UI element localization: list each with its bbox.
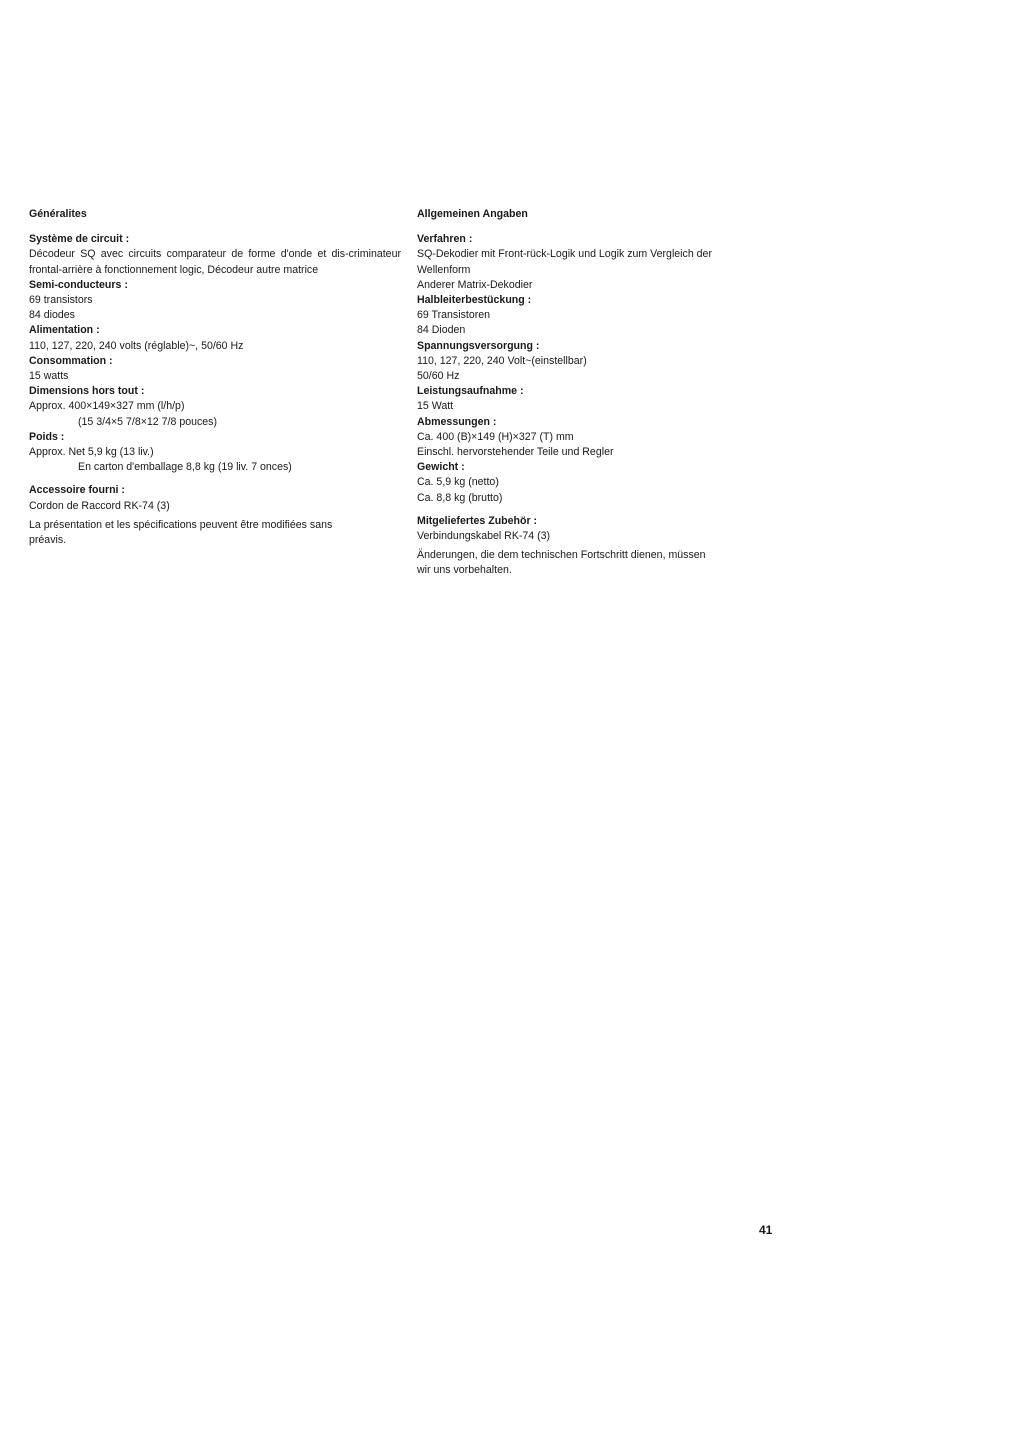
de-power-heading: Spannungsversorgung : <box>417 339 540 352</box>
fr-consumption-text: 15 watts <box>29 370 69 383</box>
de-circuit-line3: Anderer Matrix-Dekodier <box>417 278 533 291</box>
de-circuit-heading: Verfahren : <box>417 233 473 246</box>
fr-dimensions-heading: Dimensions hors tout : <box>29 385 145 398</box>
de-circuit-line1: SQ-Dekodier mit Front-rück-Logik und Logik zum Vergleich der <box>417 248 712 261</box>
de-diodes: 84 Dioden <box>417 324 466 337</box>
fr-weight-packed: En carton d'emballage 8,8 kg (19 liv. 7 onces) <box>78 461 292 474</box>
german-column <box>417 207 789 579</box>
de-weight-net: Ca. 5,9 kg (netto) <box>417 476 499 489</box>
fr-consumption-heading: Consommation : <box>29 354 113 367</box>
fr-accessory-heading: Accessoire fourni : <box>29 484 125 497</box>
fr-circuit-text: Décodeur SQ avec circuits comparateur de forme d'onde et dis-criminateur frontal-arrière à fonctionnement logic, Décodeur autre matrice <box>29 248 401 276</box>
de-dimensions-note: Einschl. hervorstehender Teile und Regler <box>417 446 614 459</box>
fr-transistors: 69 transistors <box>29 294 93 307</box>
french-column <box>29 207 401 548</box>
de-note-line2: wir uns vorbehalten. <box>417 564 512 577</box>
de-weight-heading: Gewicht : <box>417 461 465 474</box>
fr-diodes: 84 diodes <box>29 309 75 322</box>
de-consumption-text: 15 Watt <box>417 400 454 413</box>
de-dimensions-mm: Ca. 400 (B)×149 (H)×327 (T) mm <box>417 430 574 443</box>
fr-note-line1: La présentation et les spécifications peuvent être modifiées sans <box>29 518 333 531</box>
de-transistors: 69 Transistoren <box>417 309 491 322</box>
fr-power-heading: Alimentation : <box>29 324 100 337</box>
de-dimensions-heading: Abmessungen : <box>417 415 497 428</box>
de-section-title: Allgemeinen Angaben <box>417 208 528 220</box>
page-number: 41 <box>759 1223 773 1237</box>
de-accessory-heading: Mitgeliefertes Zubehör : <box>417 514 538 527</box>
fr-weight-net: Approx. Net 5,9 kg (13 liv.) <box>29 446 154 459</box>
de-power-line2: 50/60 Hz <box>417 370 460 383</box>
de-circuit-line2: Wellenform <box>417 263 471 276</box>
de-power-line1: 110, 127, 220, 240 Volt~(einstellbar) <box>417 354 587 367</box>
fr-note-line2: préavis. <box>29 534 67 547</box>
fr-dimensions-mm: Approx. 400×149×327 mm (l/h/p) <box>29 400 185 413</box>
fr-semiconductors-heading: Semi-conducteurs : <box>29 278 128 291</box>
fr-dimensions-inches: (15 3/4×5 7/8×12 7/8 pouces) <box>78 415 218 428</box>
fr-power-text: 110, 127, 220, 240 volts (réglable)~, 50/60 Hz <box>29 339 244 352</box>
de-note-line1: Änderungen, die dem technischen Fortschritt dienen, müssen <box>417 549 706 562</box>
de-semiconductors-heading: Halbleiterbestückung : <box>417 294 532 307</box>
de-weight-gross: Ca. 8,8 kg (brutto) <box>417 491 503 504</box>
fr-weight-heading: Poids : <box>29 430 65 443</box>
de-consumption-heading: Leistungsaufnahme : <box>417 385 524 398</box>
de-accessory-text: Verbindungskabel RK-74 (3) <box>417 530 551 543</box>
fr-circuit-heading: Système de circuit : <box>29 233 130 246</box>
fr-accessory-text: Cordon de Raccord RK-74 (3) <box>29 499 170 512</box>
fr-section-title: Généralites <box>29 208 87 220</box>
